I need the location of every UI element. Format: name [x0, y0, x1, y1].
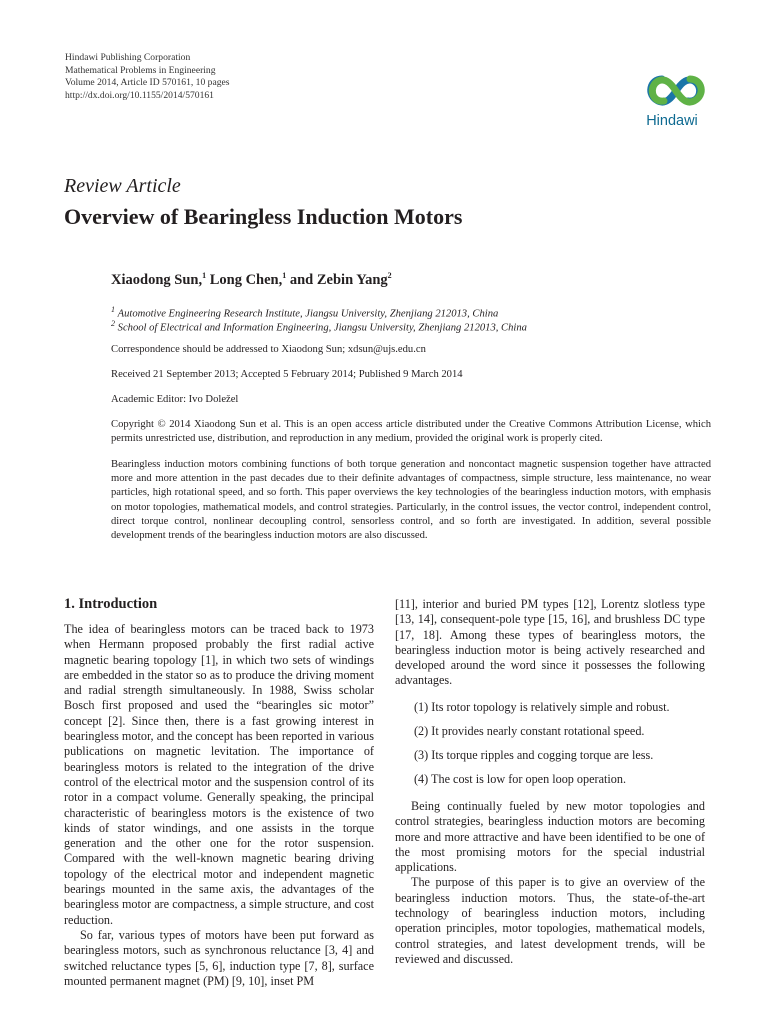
hindawi-logo-text: Hindawi: [646, 113, 698, 129]
affiliation-1-text: Automotive Engineering Research Institute, Jiangsu University, Zhenjiang 212013, China: [117, 308, 499, 320]
doi-link[interactable]: http://dx.doi.org/10.1155/2014/570161: [65, 89, 214, 101]
author-2-aff: 1: [282, 271, 287, 280]
journal-meta: [65, 52, 230, 102]
correspondence: Correspondence should be addressed to Xiaodong Sun; xdsun@ujs.edu.cn: [111, 344, 426, 355]
advantage-item-1: (1) Its rotor topology is relatively simple and robust.: [414, 700, 670, 714]
copyright-notice: Copyright © 2014 Xiaodong Sun et al. This is an open access article distributed under the Creative Commons Attribution License, which permits unrestricted use, distribution, and reproduction in any medium, provided the original work is properly cited.: [111, 419, 711, 445]
affiliation-1: [111, 305, 498, 320]
author-list: [111, 271, 392, 289]
academic-editor: Academic Editor: Ivo Doležel: [111, 394, 239, 405]
intro-paragraph-1: The idea of bearingless motors can be traced back to 1973 when Hermann proposed probably the first radial active magnetic bearing topology [1], in which two sets of windings are embedded in the stator so as to produce the driving moment and radial strength simultaneously. In 1988, Swiss scholar Bosch first proposed and used the “bearingles sic motor” concept [2]. Since then, there is a fast growing interest in bearingless motor, and the concept has been reported in various publications on magnetic levitation. The importance of bearingless motors is related to the integration of the drive control of the electrical motor and the suspension control of its rotor in a compact volume. Generally speaking, the principal characteristic of bearingless motors is the existence of two kinds of stator windings, and one assists in the torque generation and the other one for the rotor suspension. Compared with the well-known magnetic bearing driving topology of the electrical motor and independent magnetic bearings mounted in the same axis, the advantages of the bearingless motor are compactness, a simple structure, and cost reduction.: [64, 622, 374, 927]
author-3-aff: 2: [387, 271, 392, 280]
journal-name: Mathematical Problems in Engineering: [65, 64, 216, 76]
left-column: [64, 622, 374, 989]
author-1-aff: 1: [202, 271, 207, 280]
advantage-item-3: (3) Its torque ripples and cogging torque are less.: [414, 748, 654, 762]
article-type: Review Article: [64, 175, 181, 197]
intro-paragraph-3: Being continually fueled by new motor topologies and control strategies, bearingless induction motors are becoming more and more attractive and have been identified to be one of the most promising motors for the special industrial applications.: [395, 799, 705, 875]
intro-paragraph-2-continued: [11], interior and buried PM types [12], Lorentz slotless type [13, 14], consequent-pole type [15, 16], and brushless DC type [17, 18]. Among these types of bearingless motors, the bearingless induction motor is being actively researched and developed around the word since it possesses the following advantages.: [395, 597, 705, 688]
advantage-item-4: (4) The cost is low for open loop operation.: [414, 772, 626, 786]
publisher: Hindawi Publishing Corporation: [65, 52, 191, 63]
abstract: Bearingless induction motors combining functions of both torque generation and noncontact magnetic suspension together have attracted more and more attention in the past decades due to their definite advantages of compactness, simple structure, less maintenance, no wear particles, high rotational speed, and so forth. This paper overviews the key technologies of the bearingless induction motors, with emphasis on motor topologies, mathematical models, and control strategies. Particularly, in the control issues, the vector control, independent control, direct torque control, nonlinear decoupling control, sensorless control, and so forth are investigated. In addition, several possible development trends of the bearingless induction motors are also discussed.: [111, 459, 711, 542]
advantage-item-2: (2) It provides nearly constant rotational speed.: [414, 724, 645, 738]
affiliation-1-sup: 1: [111, 305, 115, 314]
article-title: Overview of Bearingless Induction Motors: [64, 204, 463, 229]
author-3[interactable]: and Zebin Yang: [286, 271, 388, 288]
article-dates: Received 21 September 2013; Accepted 5 February 2014; Published 9 March 2014: [111, 369, 463, 380]
right-column-top: [395, 597, 705, 689]
intro-paragraph-2: So far, various types of motors have been put forward as bearingless motors, such as synchronous reluctance [3, 4] and switched reluctance types [5, 6], induction type [7, 8], surface mounted permanent magnet (PM) [9, 10], inset PM: [64, 927, 374, 988]
affiliation-2-text: School of Electrical and Information Engineering, Jiangsu University, Zhenjiang 212013, China: [117, 322, 527, 334]
author-1[interactable]: Xiaodong Sun,: [111, 271, 203, 288]
right-column-bottom: [395, 799, 705, 967]
intro-paragraph-4: The purpose of this paper is to give an overview of the bearingless induction motors. Thus, the state-of-the-art technology of bearingless induction motors, including operation principles, motor topologies, mathematical models, control strategies, and latest development trends, will be reviewed and discussed.: [395, 875, 705, 966]
volume-info: Volume 2014, Article ID 570161, 10 pages: [65, 77, 230, 89]
affiliation-2: [111, 319, 527, 334]
author-2[interactable]: Long Chen,: [206, 271, 283, 288]
affiliation-2-sup: 2: [111, 319, 115, 328]
section-heading-introduction: 1. Introduction: [64, 596, 158, 612]
